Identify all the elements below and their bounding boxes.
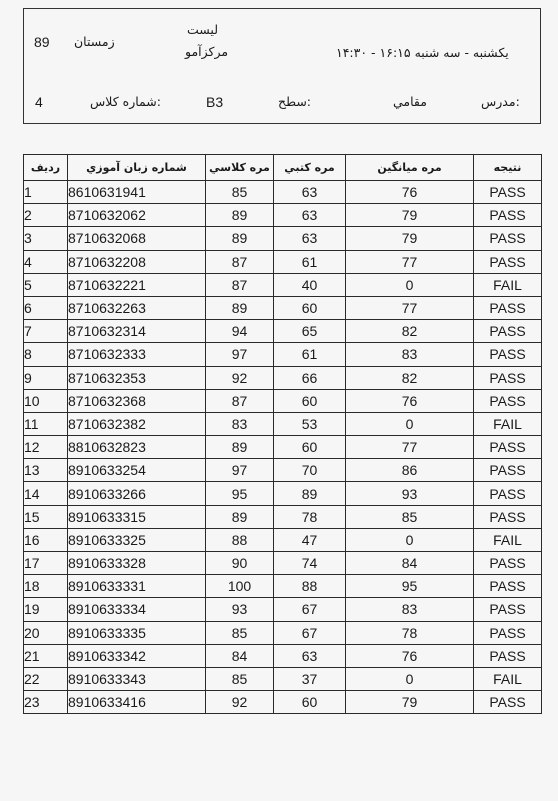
result-cell: PASS xyxy=(474,459,542,482)
table-row xyxy=(24,250,542,273)
row-number-cell: 19 xyxy=(24,598,68,621)
row-number-cell: 3 xyxy=(24,227,68,250)
class-score-cell: 88 xyxy=(206,528,274,551)
average-score-cell: 78 xyxy=(346,621,474,644)
written-score-cell: 61 xyxy=(274,343,346,366)
table-row xyxy=(24,552,542,575)
result-cell: PASS xyxy=(474,181,542,204)
class-score-cell: 83 xyxy=(206,412,274,435)
table-row xyxy=(24,436,542,459)
student-id-cell: 8910633342 xyxy=(68,644,206,667)
class-score-cell: 89 xyxy=(206,436,274,459)
col-header-written-score: مره كتبي xyxy=(274,155,346,181)
table-row xyxy=(24,366,542,389)
student-id-cell: 8610631941 xyxy=(68,181,206,204)
student-id-cell: 8710632221 xyxy=(68,273,206,296)
average-score-cell: 82 xyxy=(346,366,474,389)
result-cell: PASS xyxy=(474,436,542,459)
table-header-row xyxy=(24,155,542,181)
class-score-cell: 95 xyxy=(206,482,274,505)
result-cell: FAIL xyxy=(474,412,542,435)
student-id-cell: 8910633416 xyxy=(68,691,206,714)
result-cell: PASS xyxy=(474,691,542,714)
table-row xyxy=(24,691,542,714)
result-cell: PASS xyxy=(474,575,542,598)
col-header-result: نتيجه xyxy=(474,155,542,181)
season: زمستان xyxy=(74,34,115,49)
average-score-cell: 79 xyxy=(346,691,474,714)
written-score-cell: 88 xyxy=(274,575,346,598)
row-number-cell: 15 xyxy=(24,505,68,528)
written-score-cell: 74 xyxy=(274,552,346,575)
result-cell: PASS xyxy=(474,227,542,250)
average-score-cell: 82 xyxy=(346,320,474,343)
written-score-cell: 60 xyxy=(274,691,346,714)
class-score-cell: 85 xyxy=(206,621,274,644)
result-cell: PASS xyxy=(474,505,542,528)
table-row xyxy=(24,505,542,528)
row-number-cell: 22 xyxy=(24,667,68,690)
table-row xyxy=(24,575,542,598)
result-cell: PASS xyxy=(474,552,542,575)
student-id-cell: 8910633328 xyxy=(68,552,206,575)
written-score-cell: 40 xyxy=(274,273,346,296)
class-score-cell: 87 xyxy=(206,389,274,412)
table-row xyxy=(24,343,542,366)
table-row xyxy=(24,621,542,644)
student-id-cell: 8910633343 xyxy=(68,667,206,690)
written-score-cell: 70 xyxy=(274,459,346,482)
table-row xyxy=(24,667,542,690)
student-id-cell: 8710632368 xyxy=(68,389,206,412)
written-score-cell: 65 xyxy=(274,320,346,343)
row-number-cell: 16 xyxy=(24,528,68,551)
student-id-cell: 8710632208 xyxy=(68,250,206,273)
average-score-cell: 76 xyxy=(346,181,474,204)
result-cell: PASS xyxy=(474,296,542,319)
result-cell: PASS xyxy=(474,644,542,667)
result-cell: PASS xyxy=(474,482,542,505)
written-score-cell: 67 xyxy=(274,621,346,644)
written-score-cell: 53 xyxy=(274,412,346,435)
year: 89 xyxy=(34,34,50,50)
result-cell: PASS xyxy=(474,343,542,366)
student-id-cell: 8710632382 xyxy=(68,412,206,435)
row-number-cell: 5 xyxy=(24,273,68,296)
written-score-cell: 63 xyxy=(274,181,346,204)
level: B3 xyxy=(206,94,224,110)
written-score-cell: 63 xyxy=(274,204,346,227)
average-score-cell: 0 xyxy=(346,273,474,296)
class-score-cell: 89 xyxy=(206,505,274,528)
class-score-cell: 89 xyxy=(206,296,274,319)
class-score-cell: 89 xyxy=(206,227,274,250)
student-id-cell: 8910633315 xyxy=(68,505,206,528)
result-cell: PASS xyxy=(474,598,542,621)
table-row xyxy=(24,459,542,482)
result-cell: PASS xyxy=(474,320,542,343)
written-score-cell: 60 xyxy=(274,296,346,319)
class-score-cell: 85 xyxy=(206,667,274,690)
student-id-cell: 8910633254 xyxy=(68,459,206,482)
average-score-cell: 79 xyxy=(346,227,474,250)
row-number-cell: 8 xyxy=(24,343,68,366)
col-header-student-id: شماره زبان آموزي xyxy=(68,155,206,181)
average-score-cell: 85 xyxy=(346,505,474,528)
student-id-cell: 8710632062 xyxy=(68,204,206,227)
average-score-cell: 86 xyxy=(346,459,474,482)
class-score-cell: 92 xyxy=(206,691,274,714)
student-id-cell: 8710632353 xyxy=(68,366,206,389)
average-score-cell: 0 xyxy=(346,412,474,435)
student-id-cell: 8810632823 xyxy=(68,436,206,459)
class-score-cell: 90 xyxy=(206,552,274,575)
row-number-cell: 2 xyxy=(24,204,68,227)
class-score-cell: 100 xyxy=(206,575,274,598)
student-id-cell: 8710632263 xyxy=(68,296,206,319)
row-number-cell: 18 xyxy=(24,575,68,598)
grades-table xyxy=(23,154,542,714)
written-score-cell: 60 xyxy=(274,436,346,459)
result-cell: PASS xyxy=(474,250,542,273)
student-id-cell: 8710632333 xyxy=(68,343,206,366)
written-score-cell: 89 xyxy=(274,482,346,505)
average-score-cell: 83 xyxy=(346,343,474,366)
class-number-label: شماره کلاس: xyxy=(90,94,161,109)
row-number-cell: 7 xyxy=(24,320,68,343)
written-score-cell: 47 xyxy=(274,528,346,551)
result-cell: PASS xyxy=(474,204,542,227)
class-score-cell: 93 xyxy=(206,598,274,621)
result-cell: FAIL xyxy=(474,667,542,690)
row-number-cell: 17 xyxy=(24,552,68,575)
row-number-cell: 1 xyxy=(24,181,68,204)
table-row xyxy=(24,644,542,667)
written-score-cell: 37 xyxy=(274,667,346,690)
class-score-cell: 92 xyxy=(206,366,274,389)
class-number: 4 xyxy=(35,94,43,110)
student-id-cell: 8910633331 xyxy=(68,575,206,598)
result-cell: PASS xyxy=(474,389,542,412)
written-score-cell: 67 xyxy=(274,598,346,621)
written-score-cell: 78 xyxy=(274,505,346,528)
average-score-cell: 83 xyxy=(346,598,474,621)
average-score-cell: 95 xyxy=(346,575,474,598)
teacher-name: مقامي xyxy=(393,94,427,109)
result-cell: FAIL xyxy=(474,273,542,296)
row-number-cell: 21 xyxy=(24,644,68,667)
row-number-cell: 6 xyxy=(24,296,68,319)
class-score-cell: 97 xyxy=(206,459,274,482)
row-number-cell: 23 xyxy=(24,691,68,714)
schedule: یکشنبه - سه شنبه ۱۶:۱۵ - ۱۴:۳۰ xyxy=(336,45,509,60)
row-number-cell: 12 xyxy=(24,436,68,459)
student-id-cell: 8910633334 xyxy=(68,598,206,621)
class-score-cell: 89 xyxy=(206,204,274,227)
teacher-label: مدرس: xyxy=(481,94,520,109)
table-row xyxy=(24,528,542,551)
class-score-cell: 84 xyxy=(206,644,274,667)
student-id-cell: 8710632068 xyxy=(68,227,206,250)
table-row xyxy=(24,181,542,204)
table-row xyxy=(24,296,542,319)
average-score-cell: 76 xyxy=(346,644,474,667)
row-number-cell: 10 xyxy=(24,389,68,412)
written-score-cell: 63 xyxy=(274,227,346,250)
student-id-cell: 8910633325 xyxy=(68,528,206,551)
average-score-cell: 76 xyxy=(346,389,474,412)
table-row xyxy=(24,227,542,250)
col-header-average-score: مره ميانگين xyxy=(346,155,474,181)
average-score-cell: 77 xyxy=(346,250,474,273)
row-number-cell: 9 xyxy=(24,366,68,389)
result-cell: PASS xyxy=(474,621,542,644)
table-row xyxy=(24,482,542,505)
table-body xyxy=(24,181,542,714)
row-number-cell: 13 xyxy=(24,459,68,482)
row-number-cell: 4 xyxy=(24,250,68,273)
col-header-class-score: مره كلاسي xyxy=(206,155,274,181)
class-score-cell: 87 xyxy=(206,250,274,273)
average-score-cell: 77 xyxy=(346,296,474,319)
class-score-cell: 85 xyxy=(206,181,274,204)
written-score-cell: 60 xyxy=(274,389,346,412)
written-score-cell: 61 xyxy=(274,250,346,273)
class-score-cell: 87 xyxy=(206,273,274,296)
row-number-cell: 20 xyxy=(24,621,68,644)
table-row xyxy=(24,320,542,343)
level-label: سطح: xyxy=(278,94,312,109)
table-row xyxy=(24,273,542,296)
student-id-cell: 8910633335 xyxy=(68,621,206,644)
table-row xyxy=(24,598,542,621)
average-score-cell: 0 xyxy=(346,528,474,551)
row-number-cell: 14 xyxy=(24,482,68,505)
student-id-cell: 8910633266 xyxy=(68,482,206,505)
average-score-cell: 84 xyxy=(346,552,474,575)
row-number-cell: 11 xyxy=(24,412,68,435)
result-cell: PASS xyxy=(474,366,542,389)
class-score-cell: 97 xyxy=(206,343,274,366)
col-header-row: ردیف xyxy=(24,155,68,181)
average-score-cell: 79 xyxy=(346,204,474,227)
table-row xyxy=(24,204,542,227)
table-row xyxy=(24,412,542,435)
list-label: لیست xyxy=(187,22,219,37)
written-score-cell: 63 xyxy=(274,644,346,667)
student-id-cell: 8710632314 xyxy=(68,320,206,343)
center-label: مرکزآمو xyxy=(185,44,229,59)
average-score-cell: 93 xyxy=(346,482,474,505)
average-score-cell: 77 xyxy=(346,436,474,459)
average-score-cell: 0 xyxy=(346,667,474,690)
written-score-cell: 66 xyxy=(274,366,346,389)
result-cell: FAIL xyxy=(474,528,542,551)
class-score-cell: 94 xyxy=(206,320,274,343)
table-row xyxy=(24,389,542,412)
